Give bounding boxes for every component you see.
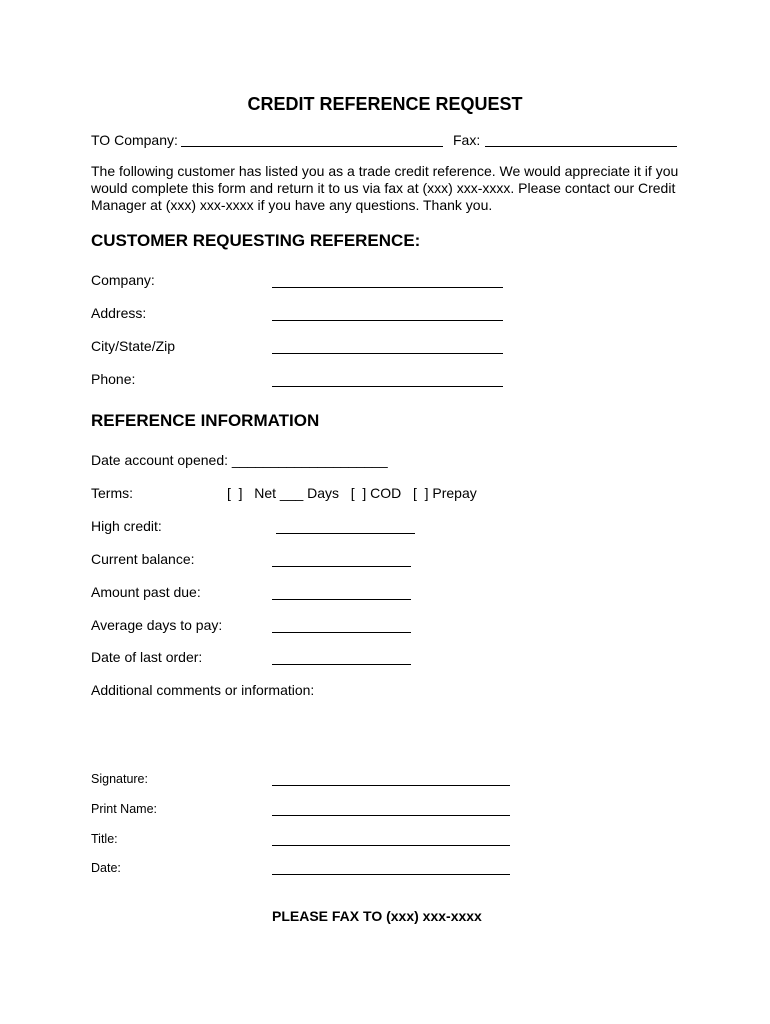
date-account-opened-field[interactable]: Date account opened: ____________________: [91, 452, 388, 468]
customer-company-label: Company:: [91, 272, 155, 288]
to-company-label: TO Company:: [91, 132, 178, 148]
high-credit-label: High credit:: [91, 518, 162, 534]
high-credit-field[interactable]: [276, 533, 415, 534]
fax-label: Fax:: [453, 132, 481, 148]
customer-city-state-zip-field[interactable]: [272, 353, 503, 354]
reference-section-heading: REFERENCE INFORMATION: [91, 411, 320, 430]
customer-phone-label: Phone:: [91, 371, 136, 387]
customer-section-heading: CUSTOMER REQUESTING REFERENCE:: [91, 231, 421, 250]
print-name-label: Print Name:: [91, 802, 157, 816]
signature-label: Signature:: [91, 772, 148, 786]
signature-field[interactable]: [272, 785, 510, 786]
date-of-last-order-label: Date of last order:: [91, 649, 203, 665]
current-balance-field[interactable]: [272, 566, 411, 567]
terms-options[interactable]: [ ] Net ___ Days [ ] COD [ ] Prepay: [227, 485, 477, 501]
additional-comments-label: Additional comments or information:: [91, 682, 315, 698]
title-field[interactable]: [272, 845, 510, 846]
customer-address-label: Address:: [91, 305, 147, 321]
intro-paragraph: The following customer has listed you as a trade credit reference. We would appreciate it if you would complete this form and return it to us via fax at (xxx) xxx-xxxx. Please contact our Credit Manager at (xxx) xxx-xxxx if you have any questions. Thank you.: [91, 163, 679, 213]
current-balance-label: Current balance:: [91, 551, 195, 567]
print-name-field[interactable]: [272, 815, 510, 816]
amount-past-due-field[interactable]: [272, 599, 411, 600]
additional-comments-area[interactable]: [91, 702, 681, 762]
to-company-field[interactable]: [181, 146, 443, 147]
fax-instruction: PLEASE FAX TO (xxx) xxx-xxxx: [272, 908, 482, 924]
date-field[interactable]: [272, 874, 510, 875]
customer-phone-field[interactable]: [272, 386, 503, 387]
average-days-to-pay-field[interactable]: [272, 632, 411, 633]
fax-field[interactable]: [485, 146, 677, 147]
date-of-last-order-field[interactable]: [272, 664, 411, 665]
customer-city-state-zip-label: City/State/Zip: [91, 338, 176, 354]
customer-company-field[interactable]: [272, 287, 503, 288]
average-days-to-pay-label: Average days to pay:: [91, 617, 223, 633]
terms-label: Terms:: [91, 485, 133, 501]
customer-address-field[interactable]: [272, 320, 503, 321]
date-label: Date:: [91, 861, 121, 875]
form-title: CREDIT REFERENCE REQUEST: [247, 94, 523, 114]
title-label: Title:: [91, 832, 118, 846]
amount-past-due-label: Amount past due:: [91, 584, 201, 600]
